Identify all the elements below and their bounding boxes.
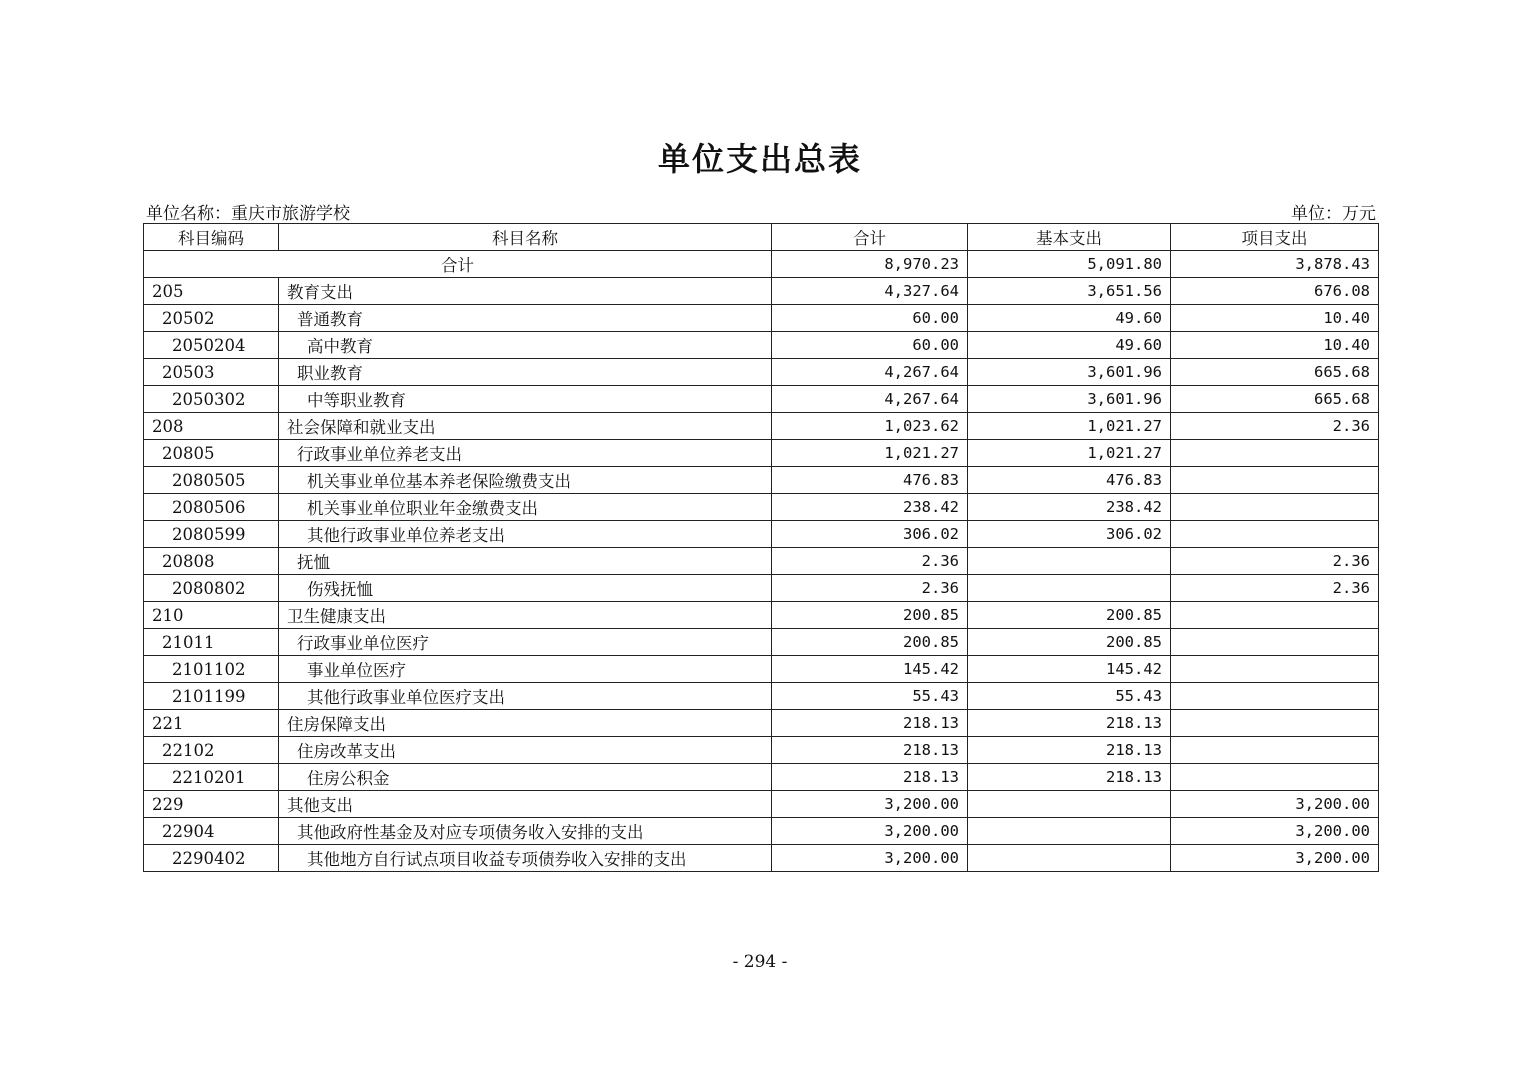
row-basic bbox=[968, 845, 1171, 872]
row-name: 其他地方自行试点项目收益专项债券收入安排的支出 bbox=[279, 845, 772, 872]
row-total: 218.13 bbox=[772, 710, 968, 737]
row-code: 205 bbox=[144, 278, 279, 305]
row-total: 4,327.64 bbox=[772, 278, 968, 305]
row-code: 20502 bbox=[144, 305, 279, 332]
row-basic bbox=[968, 818, 1171, 845]
row-total: 2.36 bbox=[772, 548, 968, 575]
row-project bbox=[1171, 467, 1379, 494]
row-code: 2080802 bbox=[144, 575, 279, 602]
row-project: 2.36 bbox=[1171, 413, 1379, 440]
row-total: 218.13 bbox=[772, 737, 968, 764]
row-code: 20805 bbox=[144, 440, 279, 467]
table-row bbox=[144, 440, 1379, 467]
row-basic: 3,601.96 bbox=[968, 386, 1171, 413]
unit-label: 单位：万元 bbox=[1291, 204, 1376, 224]
row-total: 4,267.64 bbox=[772, 386, 968, 413]
table-row bbox=[144, 764, 1379, 791]
row-project bbox=[1171, 521, 1379, 548]
row-total: 238.42 bbox=[772, 494, 968, 521]
row-project bbox=[1171, 764, 1379, 791]
table-row bbox=[144, 818, 1379, 845]
row-basic: 476.83 bbox=[968, 467, 1171, 494]
header-basic: 基本支出 bbox=[968, 224, 1171, 251]
row-basic: 218.13 bbox=[968, 737, 1171, 764]
header-code: 科目编码 bbox=[144, 224, 279, 251]
page-title: 单位支出总表 bbox=[657, 140, 862, 178]
row-name: 住房保障支出 bbox=[279, 710, 772, 737]
row-name: 教育支出 bbox=[279, 278, 772, 305]
table-row bbox=[144, 278, 1379, 305]
row-project: 2.36 bbox=[1171, 548, 1379, 575]
row-basic: 3,651.56 bbox=[968, 278, 1171, 305]
row-basic bbox=[968, 791, 1171, 818]
row-code: 208 bbox=[144, 413, 279, 440]
row-code: 2210201 bbox=[144, 764, 279, 791]
row-project bbox=[1171, 656, 1379, 683]
row-name: 住房改革支出 bbox=[279, 737, 772, 764]
row-total: 200.85 bbox=[772, 602, 968, 629]
row-total: 476.83 bbox=[772, 467, 968, 494]
total-basic: 5,091.80 bbox=[968, 251, 1171, 278]
row-total: 145.42 bbox=[772, 656, 968, 683]
row-code: 22102 bbox=[144, 737, 279, 764]
row-project: 3,200.00 bbox=[1171, 791, 1379, 818]
row-name: 伤残抚恤 bbox=[279, 575, 772, 602]
row-code: 210 bbox=[144, 602, 279, 629]
total-label: 合计 bbox=[144, 251, 772, 278]
row-name: 社会保障和就业支出 bbox=[279, 413, 772, 440]
row-name: 抚恤 bbox=[279, 548, 772, 575]
row-code: 2050204 bbox=[144, 332, 279, 359]
row-total: 1,023.62 bbox=[772, 413, 968, 440]
row-basic bbox=[968, 548, 1171, 575]
table-row bbox=[144, 575, 1379, 602]
row-project: 3,200.00 bbox=[1171, 818, 1379, 845]
table-row bbox=[144, 305, 1379, 332]
expenditure-table bbox=[143, 223, 1379, 872]
unit-name: 单位名称：重庆市旅游学校 bbox=[146, 204, 350, 224]
row-name: 其他行政事业单位养老支出 bbox=[279, 521, 772, 548]
row-name: 卫生健康支出 bbox=[279, 602, 772, 629]
row-total: 60.00 bbox=[772, 305, 968, 332]
table-row bbox=[144, 791, 1379, 818]
row-basic: 218.13 bbox=[968, 764, 1171, 791]
row-project: 10.40 bbox=[1171, 305, 1379, 332]
row-code: 20503 bbox=[144, 359, 279, 386]
table-row bbox=[144, 710, 1379, 737]
row-basic: 49.60 bbox=[968, 332, 1171, 359]
row-code: 2080599 bbox=[144, 521, 279, 548]
table-row bbox=[144, 521, 1379, 548]
row-name: 其他政府性基金及对应专项债务收入安排的支出 bbox=[279, 818, 772, 845]
row-name: 住房公积金 bbox=[279, 764, 772, 791]
row-project bbox=[1171, 683, 1379, 710]
row-basic: 145.42 bbox=[968, 656, 1171, 683]
table-row bbox=[144, 683, 1379, 710]
row-project: 2.36 bbox=[1171, 575, 1379, 602]
row-code: 229 bbox=[144, 791, 279, 818]
row-basic: 200.85 bbox=[968, 629, 1171, 656]
row-name: 行政事业单位医疗 bbox=[279, 629, 772, 656]
row-code: 20808 bbox=[144, 548, 279, 575]
row-code: 2080505 bbox=[144, 467, 279, 494]
row-name: 机关事业单位基本养老保险缴费支出 bbox=[279, 467, 772, 494]
table-row bbox=[144, 629, 1379, 656]
table-row bbox=[144, 494, 1379, 521]
table-row bbox=[144, 359, 1379, 386]
row-basic: 1,021.27 bbox=[968, 440, 1171, 467]
row-total: 2.36 bbox=[772, 575, 968, 602]
total-total: 8,970.23 bbox=[772, 251, 968, 278]
row-basic: 200.85 bbox=[968, 602, 1171, 629]
table-row bbox=[144, 602, 1379, 629]
table-row bbox=[144, 656, 1379, 683]
row-code: 21011 bbox=[144, 629, 279, 656]
row-basic: 55.43 bbox=[968, 683, 1171, 710]
row-name: 其他行政事业单位医疗支出 bbox=[279, 683, 772, 710]
row-project: 10.40 bbox=[1171, 332, 1379, 359]
row-total: 218.13 bbox=[772, 764, 968, 791]
row-total: 200.85 bbox=[772, 629, 968, 656]
row-name: 机关事业单位职业年金缴费支出 bbox=[279, 494, 772, 521]
table-row bbox=[144, 413, 1379, 440]
total-project: 3,878.43 bbox=[1171, 251, 1379, 278]
header-project: 项目支出 bbox=[1171, 224, 1379, 251]
row-basic: 218.13 bbox=[968, 710, 1171, 737]
row-project bbox=[1171, 710, 1379, 737]
table-header-row bbox=[144, 224, 1379, 251]
row-name: 事业单位医疗 bbox=[279, 656, 772, 683]
row-code: 2101102 bbox=[144, 656, 279, 683]
row-name: 高中教育 bbox=[279, 332, 772, 359]
row-total: 3,200.00 bbox=[772, 791, 968, 818]
row-code: 2050302 bbox=[144, 386, 279, 413]
row-total: 4,267.64 bbox=[772, 359, 968, 386]
row-basic bbox=[968, 575, 1171, 602]
row-total: 55.43 bbox=[772, 683, 968, 710]
row-basic: 3,601.96 bbox=[968, 359, 1171, 386]
row-total: 60.00 bbox=[772, 332, 968, 359]
table-row bbox=[144, 467, 1379, 494]
header-name: 科目名称 bbox=[279, 224, 772, 251]
total-row bbox=[144, 251, 1379, 278]
row-project: 676.08 bbox=[1171, 278, 1379, 305]
table-row bbox=[144, 548, 1379, 575]
row-project: 665.68 bbox=[1171, 386, 1379, 413]
row-basic: 1,021.27 bbox=[968, 413, 1171, 440]
row-basic: 49.60 bbox=[968, 305, 1171, 332]
row-project bbox=[1171, 440, 1379, 467]
table-row bbox=[144, 845, 1379, 872]
row-name: 普通教育 bbox=[279, 305, 772, 332]
row-name: 职业教育 bbox=[279, 359, 772, 386]
row-name: 中等职业教育 bbox=[279, 386, 772, 413]
row-project bbox=[1171, 494, 1379, 521]
row-code: 2080506 bbox=[144, 494, 279, 521]
row-code: 221 bbox=[144, 710, 279, 737]
row-total: 306.02 bbox=[772, 521, 968, 548]
row-basic: 238.42 bbox=[968, 494, 1171, 521]
row-project bbox=[1171, 737, 1379, 764]
table-row bbox=[144, 332, 1379, 359]
header-total: 合计 bbox=[772, 224, 968, 251]
table-row bbox=[144, 737, 1379, 764]
row-total: 1,021.27 bbox=[772, 440, 968, 467]
row-basic: 306.02 bbox=[968, 521, 1171, 548]
row-project: 665.68 bbox=[1171, 359, 1379, 386]
row-code: 2290402 bbox=[144, 845, 279, 872]
row-project: 3,200.00 bbox=[1171, 845, 1379, 872]
row-name: 其他支出 bbox=[279, 791, 772, 818]
row-total: 3,200.00 bbox=[772, 845, 968, 872]
row-code: 22904 bbox=[144, 818, 279, 845]
row-project bbox=[1171, 629, 1379, 656]
row-total: 3,200.00 bbox=[772, 818, 968, 845]
table-row bbox=[144, 386, 1379, 413]
page-number: - 294 - bbox=[732, 952, 788, 972]
row-project bbox=[1171, 602, 1379, 629]
row-code: 2101199 bbox=[144, 683, 279, 710]
row-name: 行政事业单位养老支出 bbox=[279, 440, 772, 467]
